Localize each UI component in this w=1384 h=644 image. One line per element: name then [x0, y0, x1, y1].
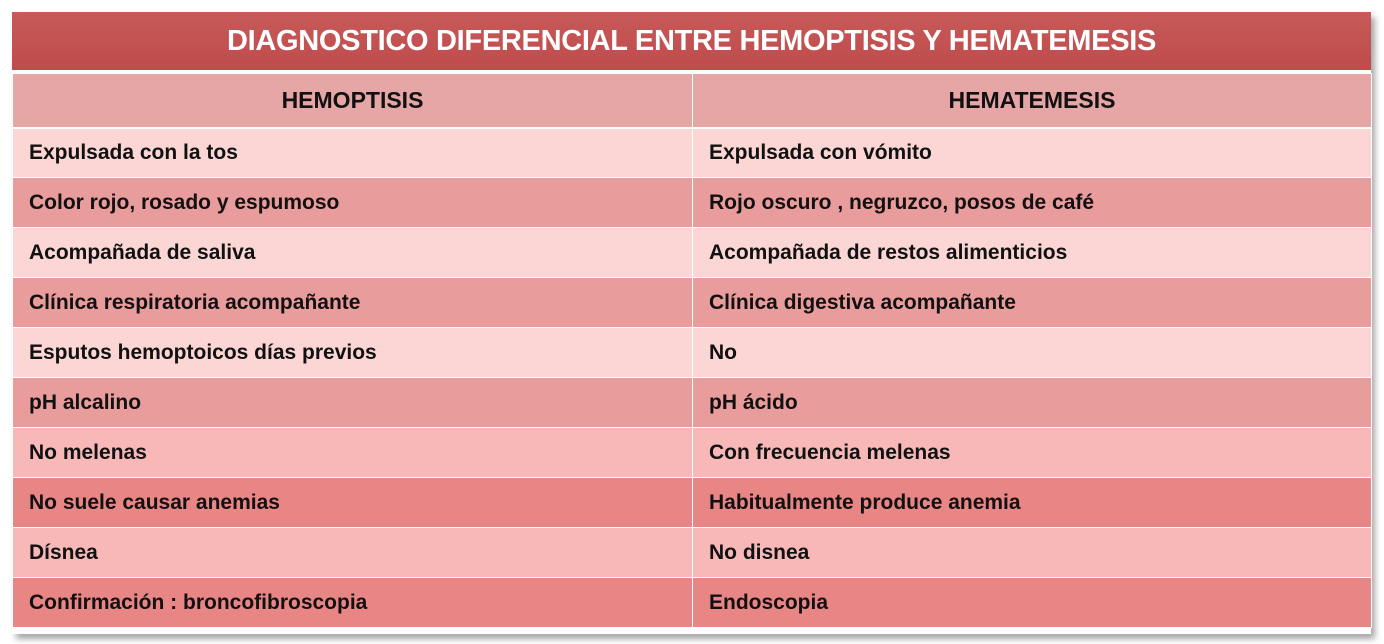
hematemesis-cell: No [693, 328, 1372, 378]
hemoptisis-cell: Confirmación : broncofibroscopia [13, 578, 693, 628]
hematemesis-cell: pH ácido [693, 378, 1372, 428]
column-header-hematemesis: HEMATEMESIS [693, 74, 1372, 128]
hematemesis-cell: Con frecuencia melenas [693, 428, 1372, 478]
table-row [13, 178, 1372, 228]
header-row [13, 74, 1372, 128]
hematemesis-cell: Habitualmente produce anemia [693, 478, 1372, 528]
table-title: DIAGNOSTICO DIFERENCIAL ENTRE HEMOPTISIS Y HEMATEMESIS [12, 12, 1371, 73]
comparison-table [12, 12, 1371, 634]
hematemesis-cell: Endoscopia [693, 578, 1372, 628]
table-row [13, 378, 1372, 428]
hematemesis-cell: Clínica digestiva acompañante [693, 278, 1372, 328]
hematemesis-cell: Acompañada de restos alimenticios [693, 228, 1372, 278]
table-row [13, 578, 1372, 628]
table-row [13, 228, 1372, 278]
column-header-hemoptisis: HEMOPTISIS [13, 74, 693, 128]
hemoptisis-cell: No melenas [13, 428, 693, 478]
hemoptisis-cell: Color rojo, rosado y espumoso [13, 178, 693, 228]
table-row [13, 328, 1372, 378]
comparison-grid [12, 73, 1372, 628]
hematemesis-cell: Expulsada con vómito [693, 128, 1372, 178]
table-row [13, 128, 1372, 178]
hemoptisis-cell: Dísnea [13, 528, 693, 578]
table-row [13, 528, 1372, 578]
hemoptisis-cell: Expulsada con la tos [13, 128, 693, 178]
hemoptisis-cell: Clínica respiratoria acompañante [13, 278, 693, 328]
table-row [13, 478, 1372, 528]
table-row [13, 278, 1372, 328]
hemoptisis-cell: Esputos hemoptoicos días previos [13, 328, 693, 378]
table-row [13, 428, 1372, 478]
hemoptisis-cell: Acompañada de saliva [13, 228, 693, 278]
hemoptisis-cell: pH alcalino [13, 378, 693, 428]
hematemesis-cell: No disnea [693, 528, 1372, 578]
hematemesis-cell: Rojo oscuro , negruzco, posos de café [693, 178, 1372, 228]
hemoptisis-cell: No suele causar anemias [13, 478, 693, 528]
